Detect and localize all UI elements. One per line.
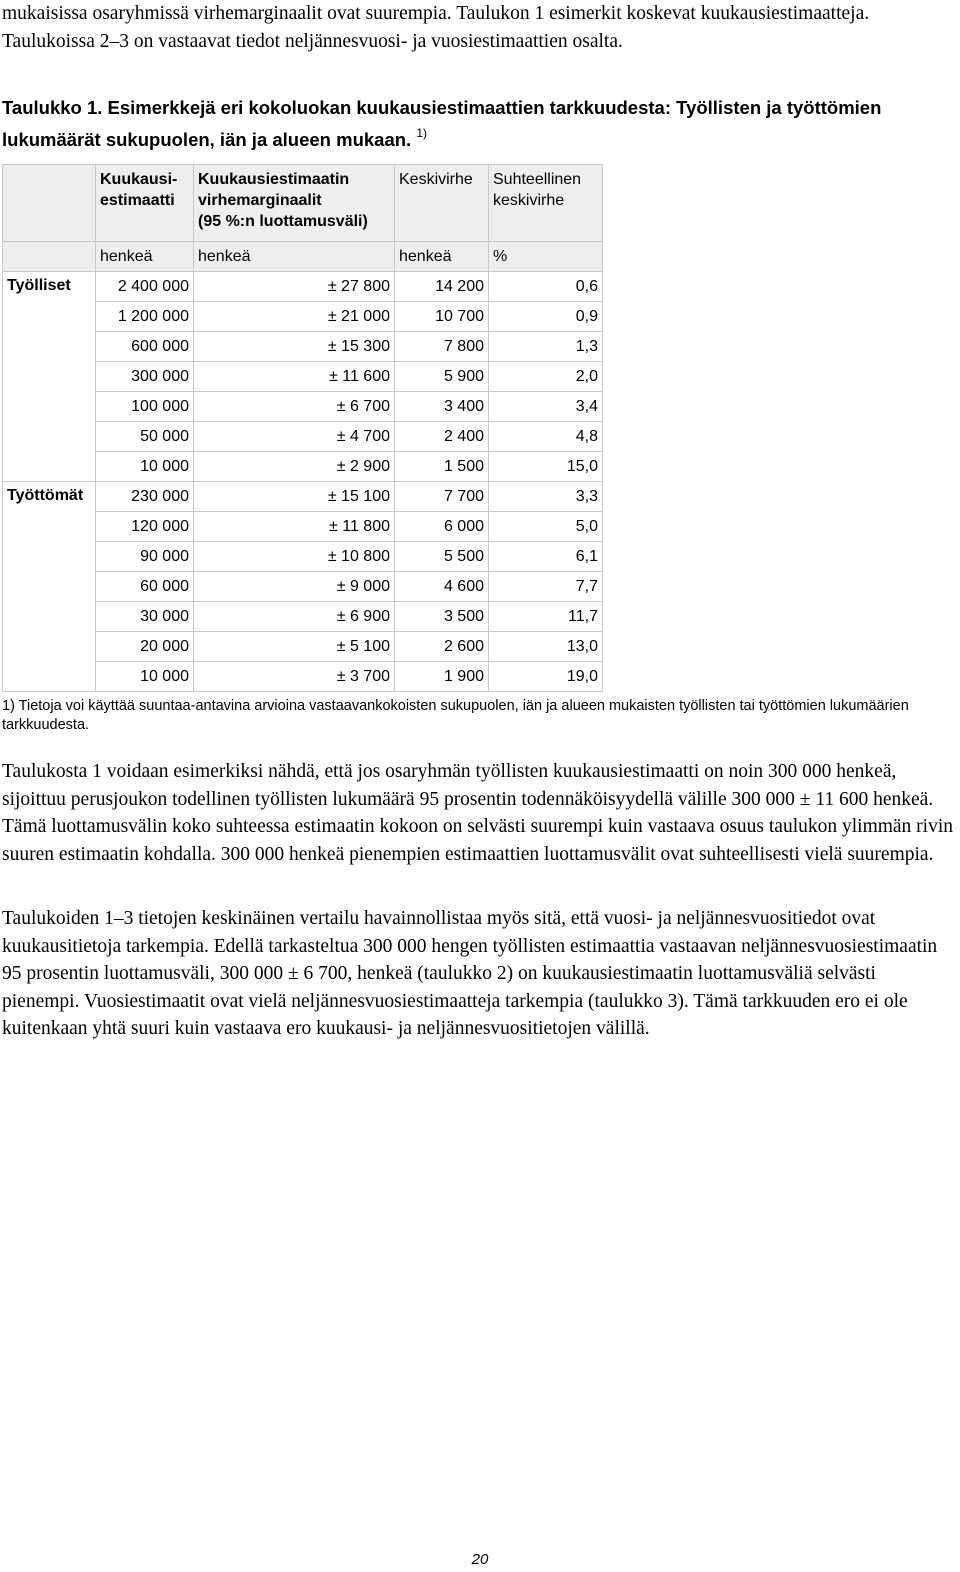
- intro-paragraph: mukaisissa osaryhmissä virhemarginaalit ovat suurempia. Taulukon 1 esimerkit koskevat kuukausiestimaatteja. Taulukoissa 2–3 on vastaavat tiedot neljännesvuosi- ja vuosiestimaattien osalta.: [2, 3, 870, 52]
- cell-margin: ± 5 100: [194, 632, 395, 662]
- table-row: [3, 482, 603, 512]
- cell-estimate: 2 400 000: [96, 272, 194, 302]
- header-margin: [194, 165, 395, 242]
- caption-text: Taulukko 1. Esimerkkejä eri kokoluokan kuukausiestimaattien tarkkuudesta: Työllisten ja työttömien lukumäärät sukupuolen, iän ja alueen mukaan.: [2, 97, 882, 150]
- cell-estimate: 1 200 000: [96, 302, 194, 332]
- group-label: Työttömät: [3, 482, 96, 692]
- cell-estimate: 300 000: [96, 362, 194, 392]
- cell-margin: ± 6 700: [194, 392, 395, 422]
- cell-se: 3 500: [395, 602, 489, 632]
- cell-rse: 15,0: [489, 452, 603, 482]
- page-number: 20: [471, 1551, 489, 1568]
- cell-estimate: 10 000: [96, 662, 194, 692]
- unit-estimate: henkeä: [96, 242, 194, 272]
- cell-margin: ± 6 900: [194, 602, 395, 632]
- header-margin-line: virhemarginaalit: [198, 192, 322, 209]
- caption-note-ref: 1): [416, 126, 427, 140]
- cell-se: 2 400: [395, 422, 489, 452]
- cell-se: 5 500: [395, 542, 489, 572]
- cell-se: 14 200: [395, 272, 489, 302]
- cell-rse: 3,3: [489, 482, 603, 512]
- cell-se: 7 700: [395, 482, 489, 512]
- cell-se: 5 900: [395, 362, 489, 392]
- cell-margin: ± 4 700: [194, 422, 395, 452]
- header-rse: [489, 165, 603, 242]
- table-body: [3, 272, 603, 692]
- cell-rse: 11,7: [489, 602, 603, 632]
- cell-margin: ± 9 000: [194, 572, 395, 602]
- header-se-line: Keskivirhe: [399, 171, 473, 188]
- table-header-row: [3, 165, 603, 242]
- body-paragraph: Taulukoiden 1–3 tietojen keskinäinen vertailu havainnollistaa myös sitä, että vuosi- ja neljännesvuositiedot ovat kuukausitietoja tarkempia. Edellä tarkasteltua 300 000 hengen työllisten estimaattia vastaavan neljännesvuosiestimaatin 95 prosentin luottamusväli, 300 000 ± 6 700, henkeä (taulukko 2) on kuukausiestimaatin luottamusväliä selvästi pienempi. Vuosiestimaatit ovat vielä neljännesvuosiestimaatteja tarkempia (taulukko 3). Tämä tarkkuuden ero ei ole kuitenkaan yhtä suuri kuin vastaava ero kuukausi- ja neljännesvuositietojen välillä.: [2, 908, 938, 1039]
- cell-se: 1 500: [395, 452, 489, 482]
- table-units-row: [3, 242, 603, 272]
- cell-se: 7 800: [395, 332, 489, 362]
- cell-rse: 4,8: [489, 422, 603, 452]
- group-label: Työlliset: [3, 272, 96, 482]
- cell-margin: ± 3 700: [194, 662, 395, 692]
- table-footnote: 1) Tietoja voi käyttää suuntaa-antavina arvioina vastaavankokoisten sukupuolen, iän ja alueen mukaisten työllisten tai työttömien lukumäärien tarkkuudesta.: [2, 698, 909, 733]
- cell-se: 10 700: [395, 302, 489, 332]
- unit-rse: %: [489, 242, 603, 272]
- header-margin-line: (95 %:n luottamusväli): [198, 213, 368, 230]
- cell-rse: 5,0: [489, 512, 603, 542]
- body-paragraph: Taulukosta 1 voidaan esimerkiksi nähdä, että jos osaryhmän työllisten kuukausiestimaatti on noin 300 000 henkeä, sijoittuu perusjoukon todellinen työllisten lukumäärä 95 prosentin todennäköisyydellä välille 300 000 ± 11 600 henkeä. Tämä luottamusvälin koko suhteessa estimaatin kokoon on selvästi suurempi kuin vastaava osuus taulukon ylimmän rivin suuren estimaatin kohdalla. 300 000 henkeä pienempien estimaattien luottamusvälit ovat suhteellisesti vielä suurempia.: [2, 761, 954, 865]
- cell-estimate: 90 000: [96, 542, 194, 572]
- header-margin-line: Kuukausiestimaatin: [198, 171, 350, 188]
- cell-margin: ± 15 300: [194, 332, 395, 362]
- cell-se: 4 600: [395, 572, 489, 602]
- cell-estimate: 120 000: [96, 512, 194, 542]
- header-rse-line: Suhteellinen: [493, 171, 582, 188]
- cell-rse: 7,7: [489, 572, 603, 602]
- cell-estimate: 10 000: [96, 452, 194, 482]
- header-empty-cell: [3, 165, 96, 242]
- cell-se: 3 400: [395, 392, 489, 422]
- header-se: [395, 165, 489, 242]
- cell-rse: 6,1: [489, 542, 603, 572]
- cell-se: 6 000: [395, 512, 489, 542]
- cell-estimate: 600 000: [96, 332, 194, 362]
- cell-estimate: 100 000: [96, 392, 194, 422]
- cell-rse: 2,0: [489, 362, 603, 392]
- cell-margin: ± 15 100: [194, 482, 395, 512]
- cell-rse: 0,9: [489, 302, 603, 332]
- units-empty-cell: [3, 242, 96, 272]
- header-estimate: [96, 165, 194, 242]
- cell-estimate: 50 000: [96, 422, 194, 452]
- header-estimate-line: Kuukausi-: [100, 171, 178, 188]
- cell-margin: ± 10 800: [194, 542, 395, 572]
- unit-se: henkeä: [395, 242, 489, 272]
- cell-rse: 13,0: [489, 632, 603, 662]
- cell-estimate: 60 000: [96, 572, 194, 602]
- table-caption: [2, 92, 958, 156]
- table-row: [3, 272, 603, 302]
- cell-margin: ± 11 600: [194, 362, 395, 392]
- unit-margin: henkeä: [194, 242, 395, 272]
- cell-rse: 1,3: [489, 332, 603, 362]
- cell-estimate: 20 000: [96, 632, 194, 662]
- precision-table: [2, 164, 603, 692]
- cell-margin: ± 27 800: [194, 272, 395, 302]
- cell-margin: ± 2 900: [194, 452, 395, 482]
- cell-margin: ± 21 000: [194, 302, 395, 332]
- cell-margin: ± 11 800: [194, 512, 395, 542]
- cell-estimate: 230 000: [96, 482, 194, 512]
- cell-rse: 3,4: [489, 392, 603, 422]
- cell-estimate: 30 000: [96, 602, 194, 632]
- cell-se: 1 900: [395, 662, 489, 692]
- cell-rse: 19,0: [489, 662, 603, 692]
- cell-se: 2 600: [395, 632, 489, 662]
- cell-rse: 0,6: [489, 272, 603, 302]
- header-estimate-line: estimaatti: [100, 192, 175, 209]
- header-rse-line: keskivirhe: [493, 192, 565, 209]
